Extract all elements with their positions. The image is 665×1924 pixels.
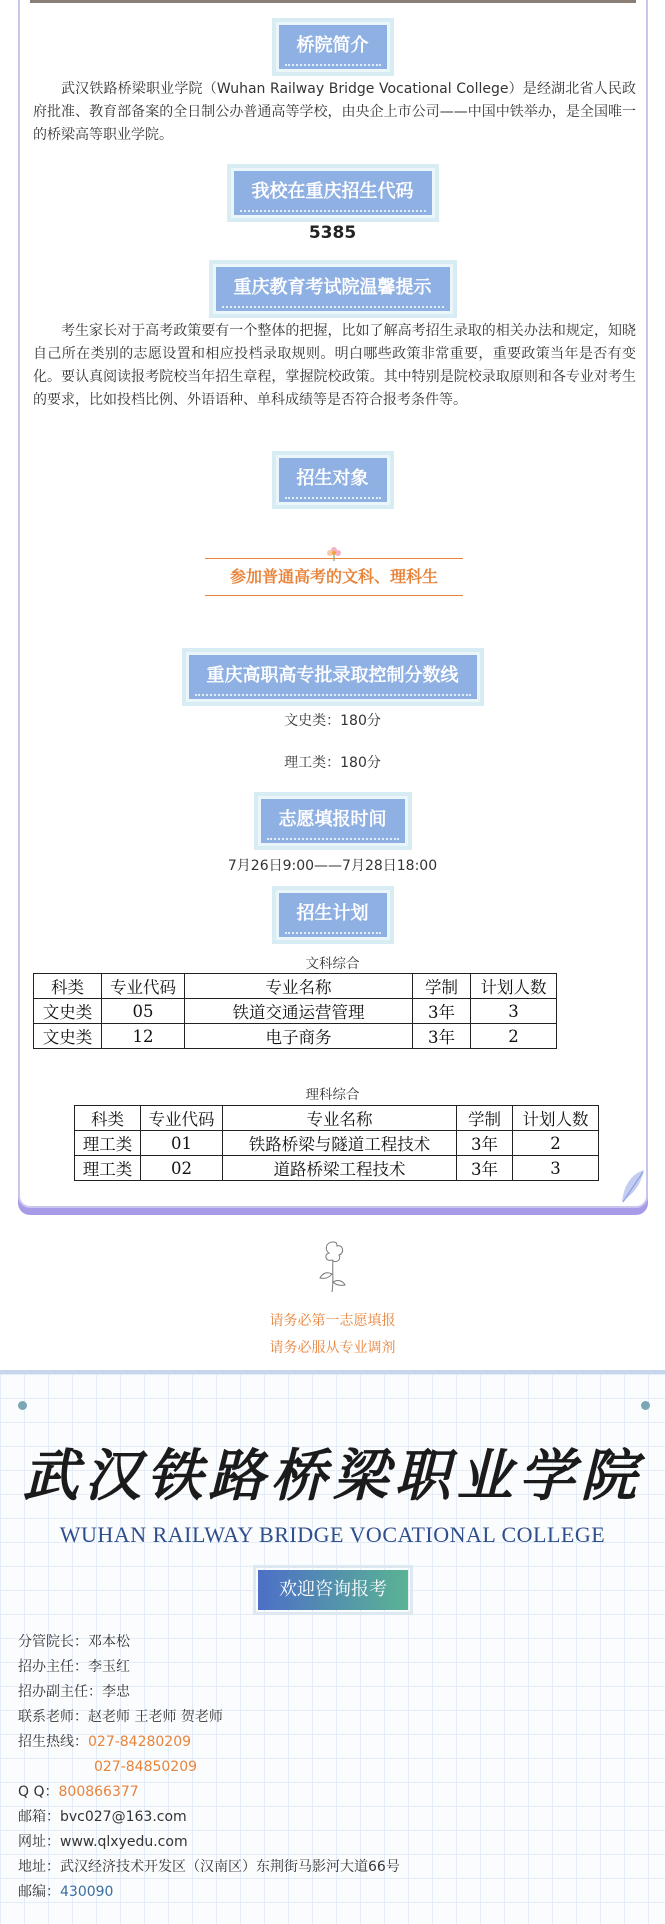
contact-teachers: 联系老师：赵老师 王老师 贺老师 [18, 1709, 223, 1725]
contact-info [18, 1630, 400, 1905]
consult-button[interactable]: 欢迎咨询报考 [258, 1570, 408, 1610]
cell-code: 01 [141, 1131, 223, 1156]
cell-duration: 3年 [413, 1024, 471, 1049]
tips-title: 重庆教育考试院温馨提示 [213, 264, 453, 314]
scoreline-title: 重庆高职高专批录取控制分数线 [186, 652, 480, 702]
arts-caption: 文科综合 [305, 956, 360, 972]
cell-major: 电子商务 [185, 1024, 413, 1049]
cell-major: 道路桥梁工程技术 [223, 1156, 457, 1181]
contact-hotline: 招生热线：027-84280209 [18, 1734, 192, 1750]
contact-address: 地址：武汉经济技术开发区（汉南区）东荆街马影河大道66号 [18, 1859, 400, 1875]
intro-title: 桥院简介 [276, 22, 390, 72]
note-adjustment: 请务必服从专业调剂 [269, 1340, 396, 1356]
table-row [34, 999, 557, 1024]
table-header-row [75, 1106, 599, 1131]
cell-duration: 3年 [457, 1131, 513, 1156]
website-link[interactable]: www.qlxyedu.com [60, 1834, 188, 1850]
cell-code: 12 [102, 1024, 185, 1049]
target-text: 参加普通高考的文科、理科生 [229, 567, 438, 586]
contact-site: 网址：www.qlxyedu.com [18, 1834, 188, 1850]
intro-text: 武汉铁路桥梁职业学院（Wuhan Railway Bridge Vocational College）是经湖北省人民政府批准、教育部备案的全日制公办普通高等学校，由央企上市公司——中国中铁举办，是全国唯一的桥梁高等职业学院。 [33, 81, 636, 143]
contact-panel [0, 1370, 665, 1924]
cell-duration: 3年 [413, 999, 471, 1024]
contact-email: 邮箱：bvc027@163.com [18, 1809, 187, 1825]
top-divider [30, 0, 636, 3]
corner-dot [641, 1401, 650, 1410]
header-code: 专业代码 [141, 1106, 223, 1131]
cell-quota: 2 [513, 1131, 599, 1156]
arts-plan-table [33, 973, 557, 1049]
note-first-choice: 请务必第一志愿填报 [269, 1313, 396, 1329]
contact-dean: 分管院长：邓本松 [18, 1634, 130, 1650]
target-box [205, 558, 463, 596]
code-title: 我校在重庆招生代码 [231, 168, 435, 218]
cell-quota: 2 [471, 1024, 557, 1049]
header-duration: 学制 [457, 1106, 513, 1131]
cell-category: 文史类 [34, 999, 102, 1024]
header-quota: 计划人数 [471, 974, 557, 999]
corner-dot [18, 1401, 27, 1410]
enrollment-code: 5385 [308, 223, 357, 243]
scoreline-arts: 文史类：180分 [284, 713, 381, 729]
hotline-2[interactable]: 027-84850209 [94, 1759, 198, 1775]
contact-qq: Q Q：800866377 [18, 1784, 139, 1800]
header-category: 科类 [75, 1106, 141, 1131]
plan-title: 招生计划 [276, 890, 390, 940]
science-plan-table [74, 1105, 599, 1181]
cell-category: 文史类 [34, 1024, 102, 1049]
contact-zip: 邮编：430090 [18, 1884, 114, 1900]
cell-code: 02 [141, 1156, 223, 1181]
header-quota: 计划人数 [513, 1106, 599, 1131]
college-logo-chinese: 武汉铁路桥梁职业学院 [22, 1443, 643, 1509]
header-major: 专业名称 [223, 1106, 457, 1131]
header-code: 专业代码 [102, 974, 185, 999]
target-title: 招生对象 [276, 455, 390, 505]
header-duration: 学制 [413, 974, 471, 999]
feather-icon [618, 1168, 648, 1206]
qq-number[interactable]: 800866377 [58, 1784, 139, 1800]
cell-quota: 3 [471, 999, 557, 1024]
sketch-flower-icon [316, 1238, 350, 1294]
cell-quota: 3 [513, 1156, 599, 1181]
table-row [34, 1024, 557, 1049]
contact-deputy: 招办副主任：李忠 [18, 1684, 130, 1700]
cell-category: 理工类 [75, 1156, 141, 1181]
science-caption: 理科综合 [305, 1087, 360, 1103]
contact-director: 招办主任：李玉红 [18, 1659, 130, 1675]
email-link[interactable]: bvc027@163.com [60, 1809, 187, 1825]
cell-code: 05 [102, 999, 185, 1024]
header-category: 科类 [34, 974, 102, 999]
cell-duration: 3年 [457, 1156, 513, 1181]
scoreline-science: 理工类：180分 [284, 755, 381, 771]
table-row [75, 1131, 599, 1156]
schedule-title: 志愿填报时间 [258, 796, 408, 846]
schedule-text: 7月26日9:00——7月28日18:00 [227, 858, 438, 874]
cell-category: 理工类 [75, 1131, 141, 1156]
cell-major: 铁路桥梁与隧道工程技术 [223, 1131, 457, 1156]
table-row [75, 1156, 599, 1181]
college-logo-english: WUHAN RAILWAY BRIDGE VOCATIONAL COLLEGE [59, 1522, 606, 1547]
hotline-1[interactable]: 027-84280209 [88, 1734, 192, 1750]
table-header-row [34, 974, 557, 999]
header-major: 专业名称 [185, 974, 413, 999]
tips-text: 考生家长对于高考政策要有一个整体的把握，比如了解高考招生录取的相关办法和规定，知晓自己所在类别的志愿设置和相应投档录取规则。明白哪些政策非常重要，重要政策当年是否有变化。要认真阅读报考院校当年招生章程，掌握院校政策。其中特别是院校录取原则和各专业对考生的要求，比如投档比例、外语语种、单科成绩等是否符合报考条件等。 [33, 323, 636, 408]
cell-major: 铁道交通运营管理 [185, 999, 413, 1024]
contact-hotline-2 [18, 1755, 400, 1780]
